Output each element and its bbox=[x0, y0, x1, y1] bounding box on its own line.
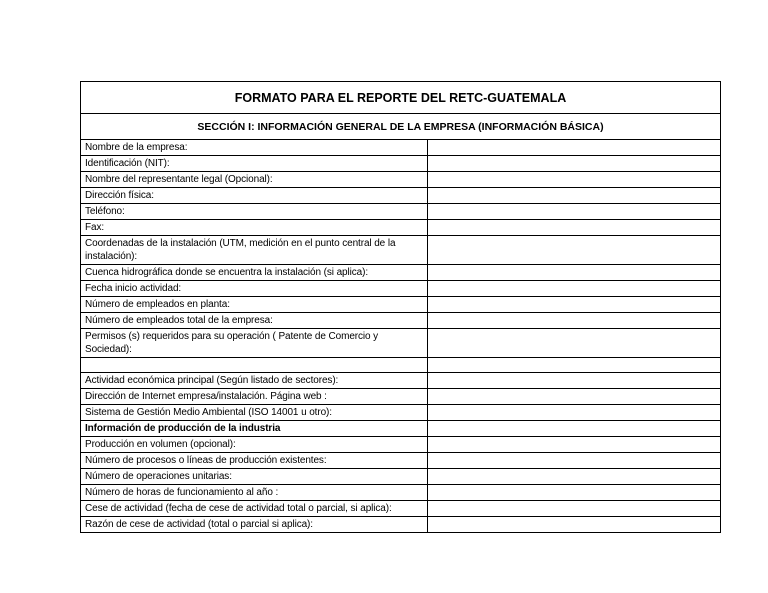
field-label: Dirección física: bbox=[81, 188, 428, 203]
field-label: Número de operaciones unitarias: bbox=[81, 469, 428, 484]
field-label: Número de procesos o líneas de producción existentes: bbox=[81, 453, 428, 468]
table-row bbox=[81, 501, 720, 517]
table-row bbox=[81, 373, 720, 389]
table-row bbox=[81, 421, 720, 437]
table-row bbox=[81, 188, 720, 204]
table-row bbox=[81, 297, 720, 313]
field-value[interactable] bbox=[428, 156, 720, 171]
field-label: Número de empleados en planta: bbox=[81, 297, 428, 312]
field-label: Teléfono: bbox=[81, 204, 428, 219]
section-header: SECCIÓN I: INFORMACIÓN GENERAL DE LA EMPRESA (INFORMACIÓN BÁSICA) bbox=[81, 114, 720, 140]
field-value[interactable] bbox=[428, 140, 720, 155]
field-label: Cese de actividad (fecha de cese de actividad total o parcial, si aplica): bbox=[81, 501, 428, 516]
field-value[interactable] bbox=[428, 297, 720, 312]
field-value[interactable] bbox=[428, 405, 720, 420]
table-row bbox=[81, 517, 720, 532]
table-row bbox=[81, 389, 720, 405]
field-label: Coordenadas de la instalación (UTM, medición en el punto central de la instalación): bbox=[81, 236, 428, 264]
field-label: Producción en volumen (opcional): bbox=[81, 437, 428, 452]
form-rows bbox=[81, 140, 720, 532]
form-title: FORMATO PARA EL REPORTE DEL RETC-GUATEMALA bbox=[81, 82, 720, 114]
field-value[interactable] bbox=[428, 421, 720, 436]
field-label: Número de horas de funcionamiento al año : bbox=[81, 485, 428, 500]
field-value[interactable] bbox=[428, 281, 720, 296]
field-label: Permisos (s) requeridos para su operación ( Patente de Comercio y Sociedad): bbox=[81, 329, 428, 357]
field-label: Sistema de Gestión Medio Ambiental (ISO 14001 u otro): bbox=[81, 405, 428, 420]
field-value[interactable] bbox=[428, 188, 720, 203]
field-label: Número de empleados total de la empresa: bbox=[81, 313, 428, 328]
field-value[interactable] bbox=[428, 265, 720, 280]
field-value[interactable] bbox=[428, 517, 720, 532]
table-row bbox=[81, 453, 720, 469]
field-label: Fax: bbox=[81, 220, 428, 235]
table-row bbox=[81, 140, 720, 156]
field-label: Información de producción de la industria bbox=[81, 421, 428, 436]
field-label bbox=[81, 358, 428, 372]
table-row bbox=[81, 281, 720, 297]
table-row bbox=[81, 405, 720, 421]
field-value[interactable] bbox=[428, 236, 720, 264]
field-value[interactable] bbox=[428, 313, 720, 328]
field-value[interactable] bbox=[428, 358, 720, 372]
field-value[interactable] bbox=[428, 172, 720, 187]
table-row bbox=[81, 265, 720, 281]
field-label: Nombre del representante legal (Opcional): bbox=[81, 172, 428, 187]
field-value[interactable] bbox=[428, 437, 720, 452]
field-label: Dirección de Internet empresa/instalación. Página web : bbox=[81, 389, 428, 404]
field-value[interactable] bbox=[428, 329, 720, 357]
field-label: Razón de cese de actividad (total o parcial si aplica): bbox=[81, 517, 428, 532]
field-value[interactable] bbox=[428, 373, 720, 388]
field-value[interactable] bbox=[428, 204, 720, 219]
table-row bbox=[81, 156, 720, 172]
table-row bbox=[81, 437, 720, 453]
field-value[interactable] bbox=[428, 501, 720, 516]
field-label: Actividad económica principal (Según listado de sectores): bbox=[81, 373, 428, 388]
field-value[interactable] bbox=[428, 453, 720, 468]
table-row bbox=[81, 329, 720, 358]
table-row bbox=[81, 236, 720, 265]
table-row bbox=[81, 485, 720, 501]
retc-form-table bbox=[80, 81, 721, 533]
field-label: Cuenca hidrográfica donde se encuentra la instalación (si aplica): bbox=[81, 265, 428, 280]
field-value[interactable] bbox=[428, 389, 720, 404]
table-row bbox=[81, 220, 720, 236]
field-value[interactable] bbox=[428, 469, 720, 484]
table-row bbox=[81, 172, 720, 188]
field-value[interactable] bbox=[428, 220, 720, 235]
table-row bbox=[81, 469, 720, 485]
table-row bbox=[81, 204, 720, 220]
field-value[interactable] bbox=[428, 485, 720, 500]
table-row bbox=[81, 358, 720, 373]
field-label: Fecha inicio actividad: bbox=[81, 281, 428, 296]
table-row bbox=[81, 313, 720, 329]
field-label: Identificación (NIT): bbox=[81, 156, 428, 171]
field-label: Nombre de la empresa: bbox=[81, 140, 428, 155]
